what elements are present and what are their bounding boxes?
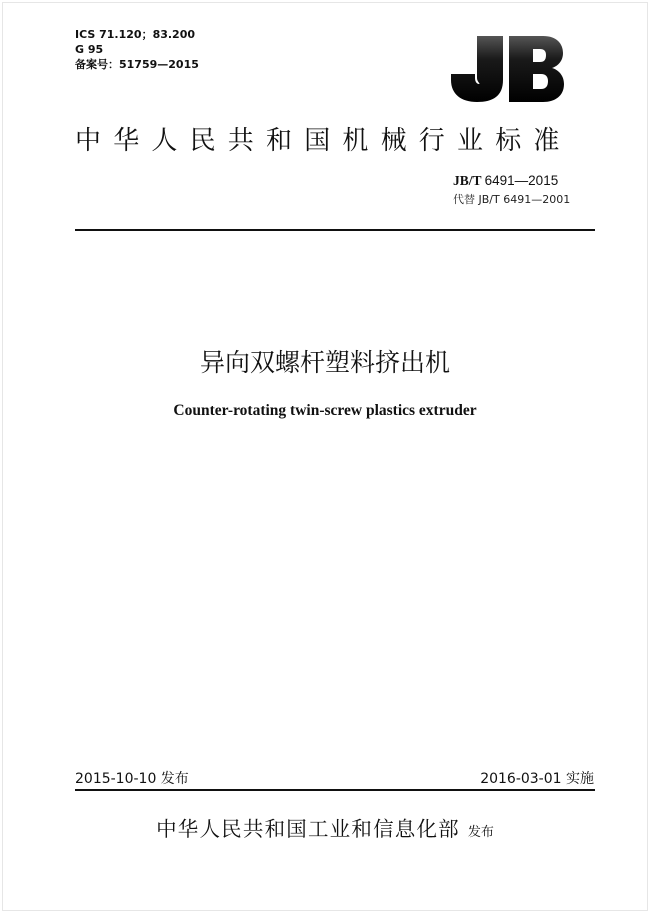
ics-code: ICS 71.120；83.200	[75, 28, 196, 41]
filing-number: 备案号：51759—2015	[75, 58, 199, 71]
publisher	[0, 812, 650, 842]
publisher-name: 中华人民共和国工业和信息化部	[156, 817, 460, 841]
issuing-organization-title: 中华人民共和国机械行业标准	[75, 126, 572, 156]
standard-prefix: JB/T	[453, 173, 482, 188]
issue-date: 2015-10-10 发布	[75, 771, 189, 787]
publisher-suffix: 发布	[467, 825, 494, 840]
replaced-standard: 代替 JB/T 6491—2001	[453, 193, 571, 206]
jb-logo-graphic	[447, 34, 565, 104]
header-divider	[75, 229, 595, 231]
standard-number	[453, 173, 558, 189]
footer-divider	[75, 789, 595, 791]
title-english: Counter-rotating twin-screw plastics extruder	[173, 402, 477, 419]
jb-logo	[447, 34, 565, 104]
ccs-code: G 95	[75, 43, 104, 56]
classification-block	[75, 27, 199, 72]
implementation-date: 2016-03-01 实施	[480, 771, 594, 787]
title-chinese: 异向双螺杆塑料挤出机	[199, 348, 450, 377]
standard-code: 6491—2015	[484, 173, 559, 188]
